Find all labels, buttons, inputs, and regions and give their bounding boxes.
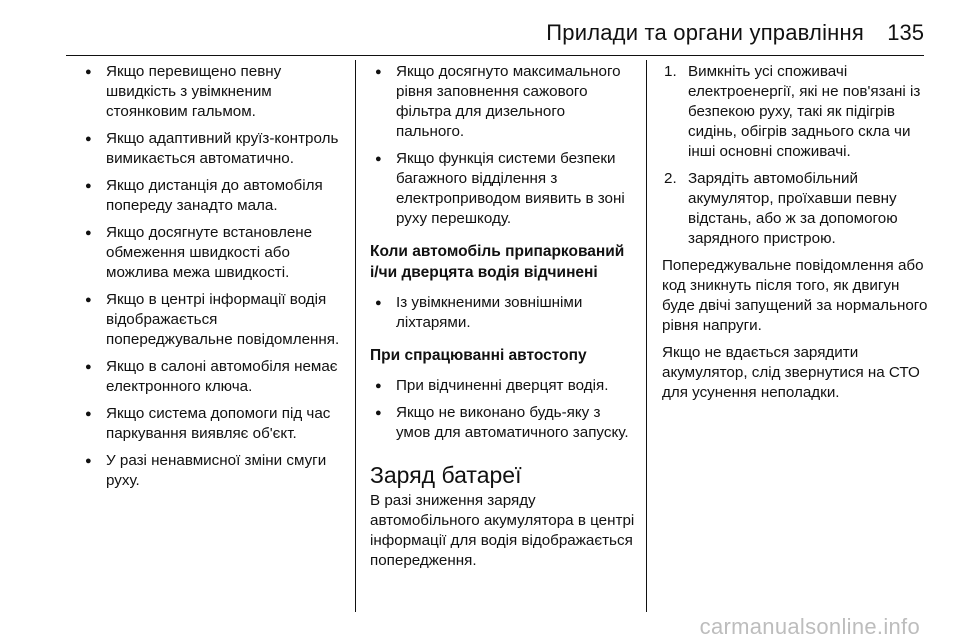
list-item: ● Якщо функція системи безпеки багажного відділення з електроприводом виявить в зоні руху перешкоду. bbox=[370, 149, 636, 229]
battery-steps-list bbox=[662, 62, 928, 249]
column-divider-2 bbox=[646, 60, 647, 612]
list-item: ● Якщо перевищено певну швидкість з увімкненим стоянковим гальмом. bbox=[80, 62, 346, 122]
list-item: ● Якщо дистанція до автомобіля попереду занадто мала. bbox=[80, 176, 346, 216]
header-rule bbox=[66, 55, 924, 56]
step-number: 2. bbox=[664, 170, 677, 187]
column-right bbox=[662, 62, 928, 410]
paragraph-service-note: Якщо не вдається зарядити акумулятор, слід звернутися на СТО для усунення неполадки. bbox=[662, 344, 920, 401]
warning-conditions-list bbox=[80, 62, 346, 491]
page-number: 135 bbox=[887, 20, 924, 45]
watermark: carmanualsonline.info bbox=[699, 614, 920, 639]
list-item: ● Якщо система допомоги під час паркування виявляє об'єкт. bbox=[80, 404, 346, 444]
parked-conditions-list bbox=[370, 293, 636, 333]
column-divider-1 bbox=[355, 60, 356, 612]
paragraph-message-clear: Попереджувальне повідомлення або код зникнуть після того, як двигун буде двічі запущений за нормального рівня напруги. bbox=[662, 257, 928, 334]
section-text-battery: В разі зниження заряду автомобільного акумулятора в центрі інформації для водія відображається попередження. bbox=[370, 492, 635, 569]
header-title: Прилади та органи управління bbox=[546, 20, 864, 45]
step-text: Зарядіть автомобільний акумулятор, проїхавши певну відстань, або ж за допомогою зарядного пристрою. bbox=[688, 170, 898, 247]
autostop-conditions-list bbox=[370, 376, 636, 443]
list-item bbox=[662, 169, 928, 249]
list-item: ● Із увімкненими зовнішніми ліхтарями. bbox=[370, 293, 636, 333]
list-item: ● Якщо адаптивний круїз-контроль вимикається автоматично. bbox=[80, 129, 346, 169]
list-item bbox=[662, 62, 928, 162]
column-left bbox=[80, 62, 346, 498]
section-title-battery: Заряд батареї bbox=[370, 462, 522, 488]
subheading-autostop: При спрацюванні автостопу bbox=[370, 347, 587, 364]
list-item: ● Якщо в салоні автомобіля немає електронного ключа. bbox=[80, 357, 346, 397]
list-item: ● Якщо в центрі інформації водія відображається попереджувальне повідомлення. bbox=[80, 290, 346, 350]
list-item: ● При відчиненні дверцят водія. bbox=[370, 376, 636, 396]
step-text: Вимкніть усі споживачі електроенергії, які не пов'язані із безпекою руху, такі як підігрів сидінь, обігрів заднього скла чи інші основні споживачі. bbox=[688, 63, 921, 160]
step-number: 1. bbox=[664, 63, 677, 80]
warning-conditions-list-continued bbox=[370, 62, 636, 229]
list-item: ● У разі ненавмисної зміни смуги руху. bbox=[80, 451, 346, 491]
list-item: ● Якщо досягнуто максимального рівня заповнення сажового фільтра для дизельного пального. bbox=[370, 62, 636, 142]
list-item: ● Якщо досягнуте встановлене обмеження швидкості або можлива межа швидкості. bbox=[80, 223, 346, 283]
column-middle bbox=[370, 62, 636, 578]
subheading-parked: Коли автомобіль припаркований і/чи дверцята водія відчинені bbox=[370, 243, 625, 281]
list-item: ● Якщо не виконано будь-яку з умов для автоматичного запуску. bbox=[370, 403, 636, 443]
